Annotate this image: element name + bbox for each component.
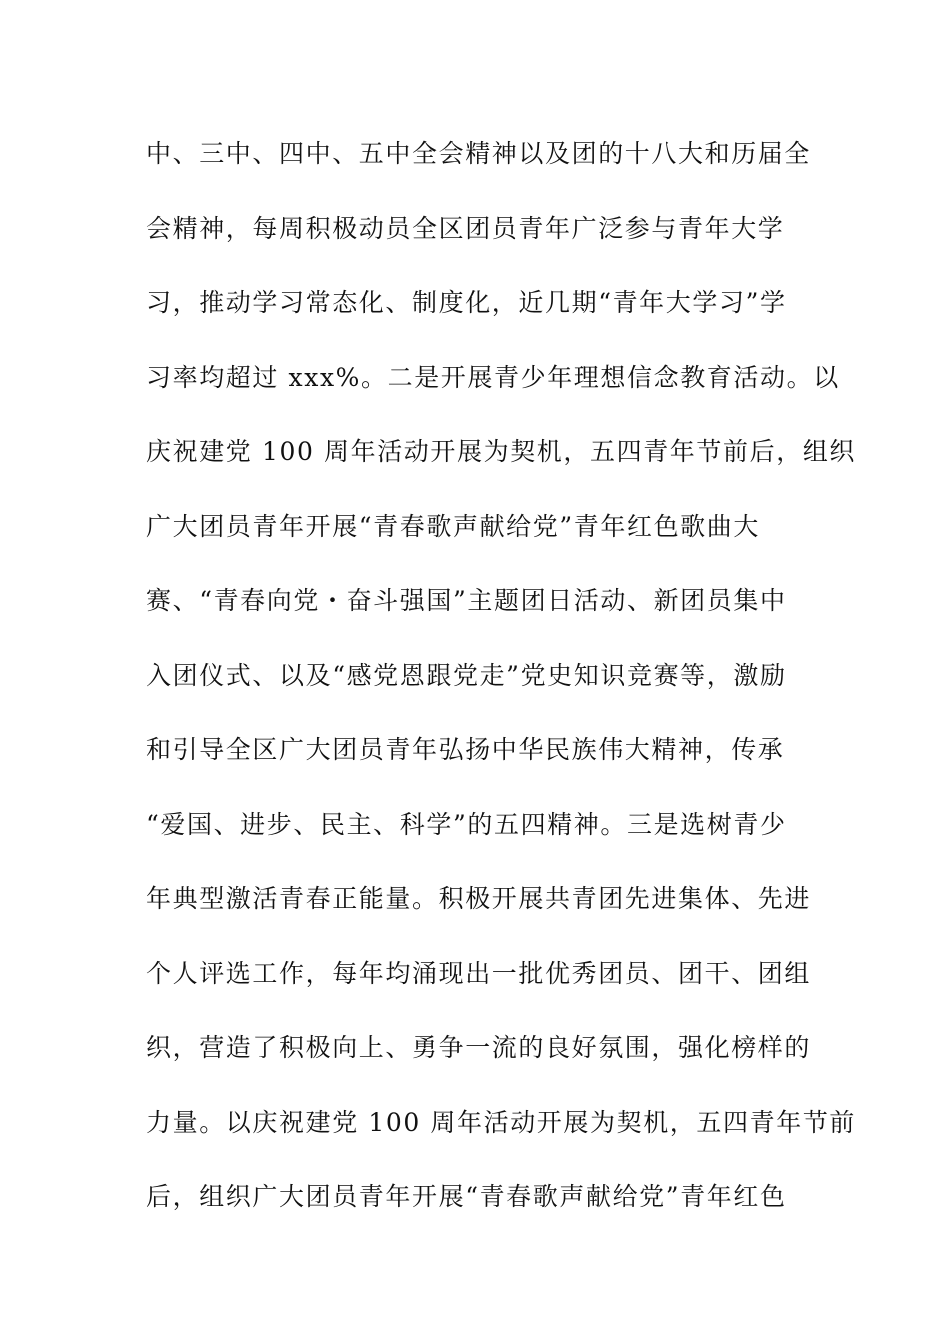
body-text xyxy=(146,132,857,1250)
text-line: 习率均超过 xxx%。二是开展青少年理想信念教育活动。以 xyxy=(146,362,840,392)
text-line: 力量。以庆祝建党 100 周年活动开展为契机，五四青年节前 xyxy=(146,1107,857,1137)
text-line: 习，推动学习常态化、制度化，近几期“青年大学习”学 xyxy=(146,288,787,317)
text-line: “爱国、进步、民主、科学”的五四精神。三是选树青少 xyxy=(146,809,787,839)
text-line: 赛、“青春向党・奋斗强国”主题团日活动、新团员集中 xyxy=(146,586,787,615)
text-line: 广大团员青年开展“青春歌声献给党”青年红色歌曲大 xyxy=(146,511,760,541)
text-line: 个人评选工作，每年均涌现出一批优秀团员、团干、团组 xyxy=(146,958,812,988)
text-line: 入团仪式、以及“感党恩跟党走”党史知识竞赛等，激励 xyxy=(146,660,787,690)
text-line: 和引导全区广大团员青年弘扬中华民族伟大精神，传承 xyxy=(146,735,785,764)
text-line: 中、三中、四中、五中全会精神以及团的十八大和历届全 xyxy=(146,139,812,168)
text-line: 年典型激活青春正能量。积极开展共青团先进集体、先进 xyxy=(146,884,812,913)
text-line: 后，组织广大团员青年开展“青春歌声献给党”青年红色 xyxy=(146,1182,787,1211)
text-line: 庆祝建党 100 周年活动开展为契机，五四青年节前后，组织 xyxy=(146,437,857,466)
text-line: 织，营造了积极向上、勇争一流的良好氛围，强化榜样的 xyxy=(146,1033,812,1062)
text-line: 会精神，每周积极动员全区团员青年广泛参与青年大学 xyxy=(146,213,785,243)
